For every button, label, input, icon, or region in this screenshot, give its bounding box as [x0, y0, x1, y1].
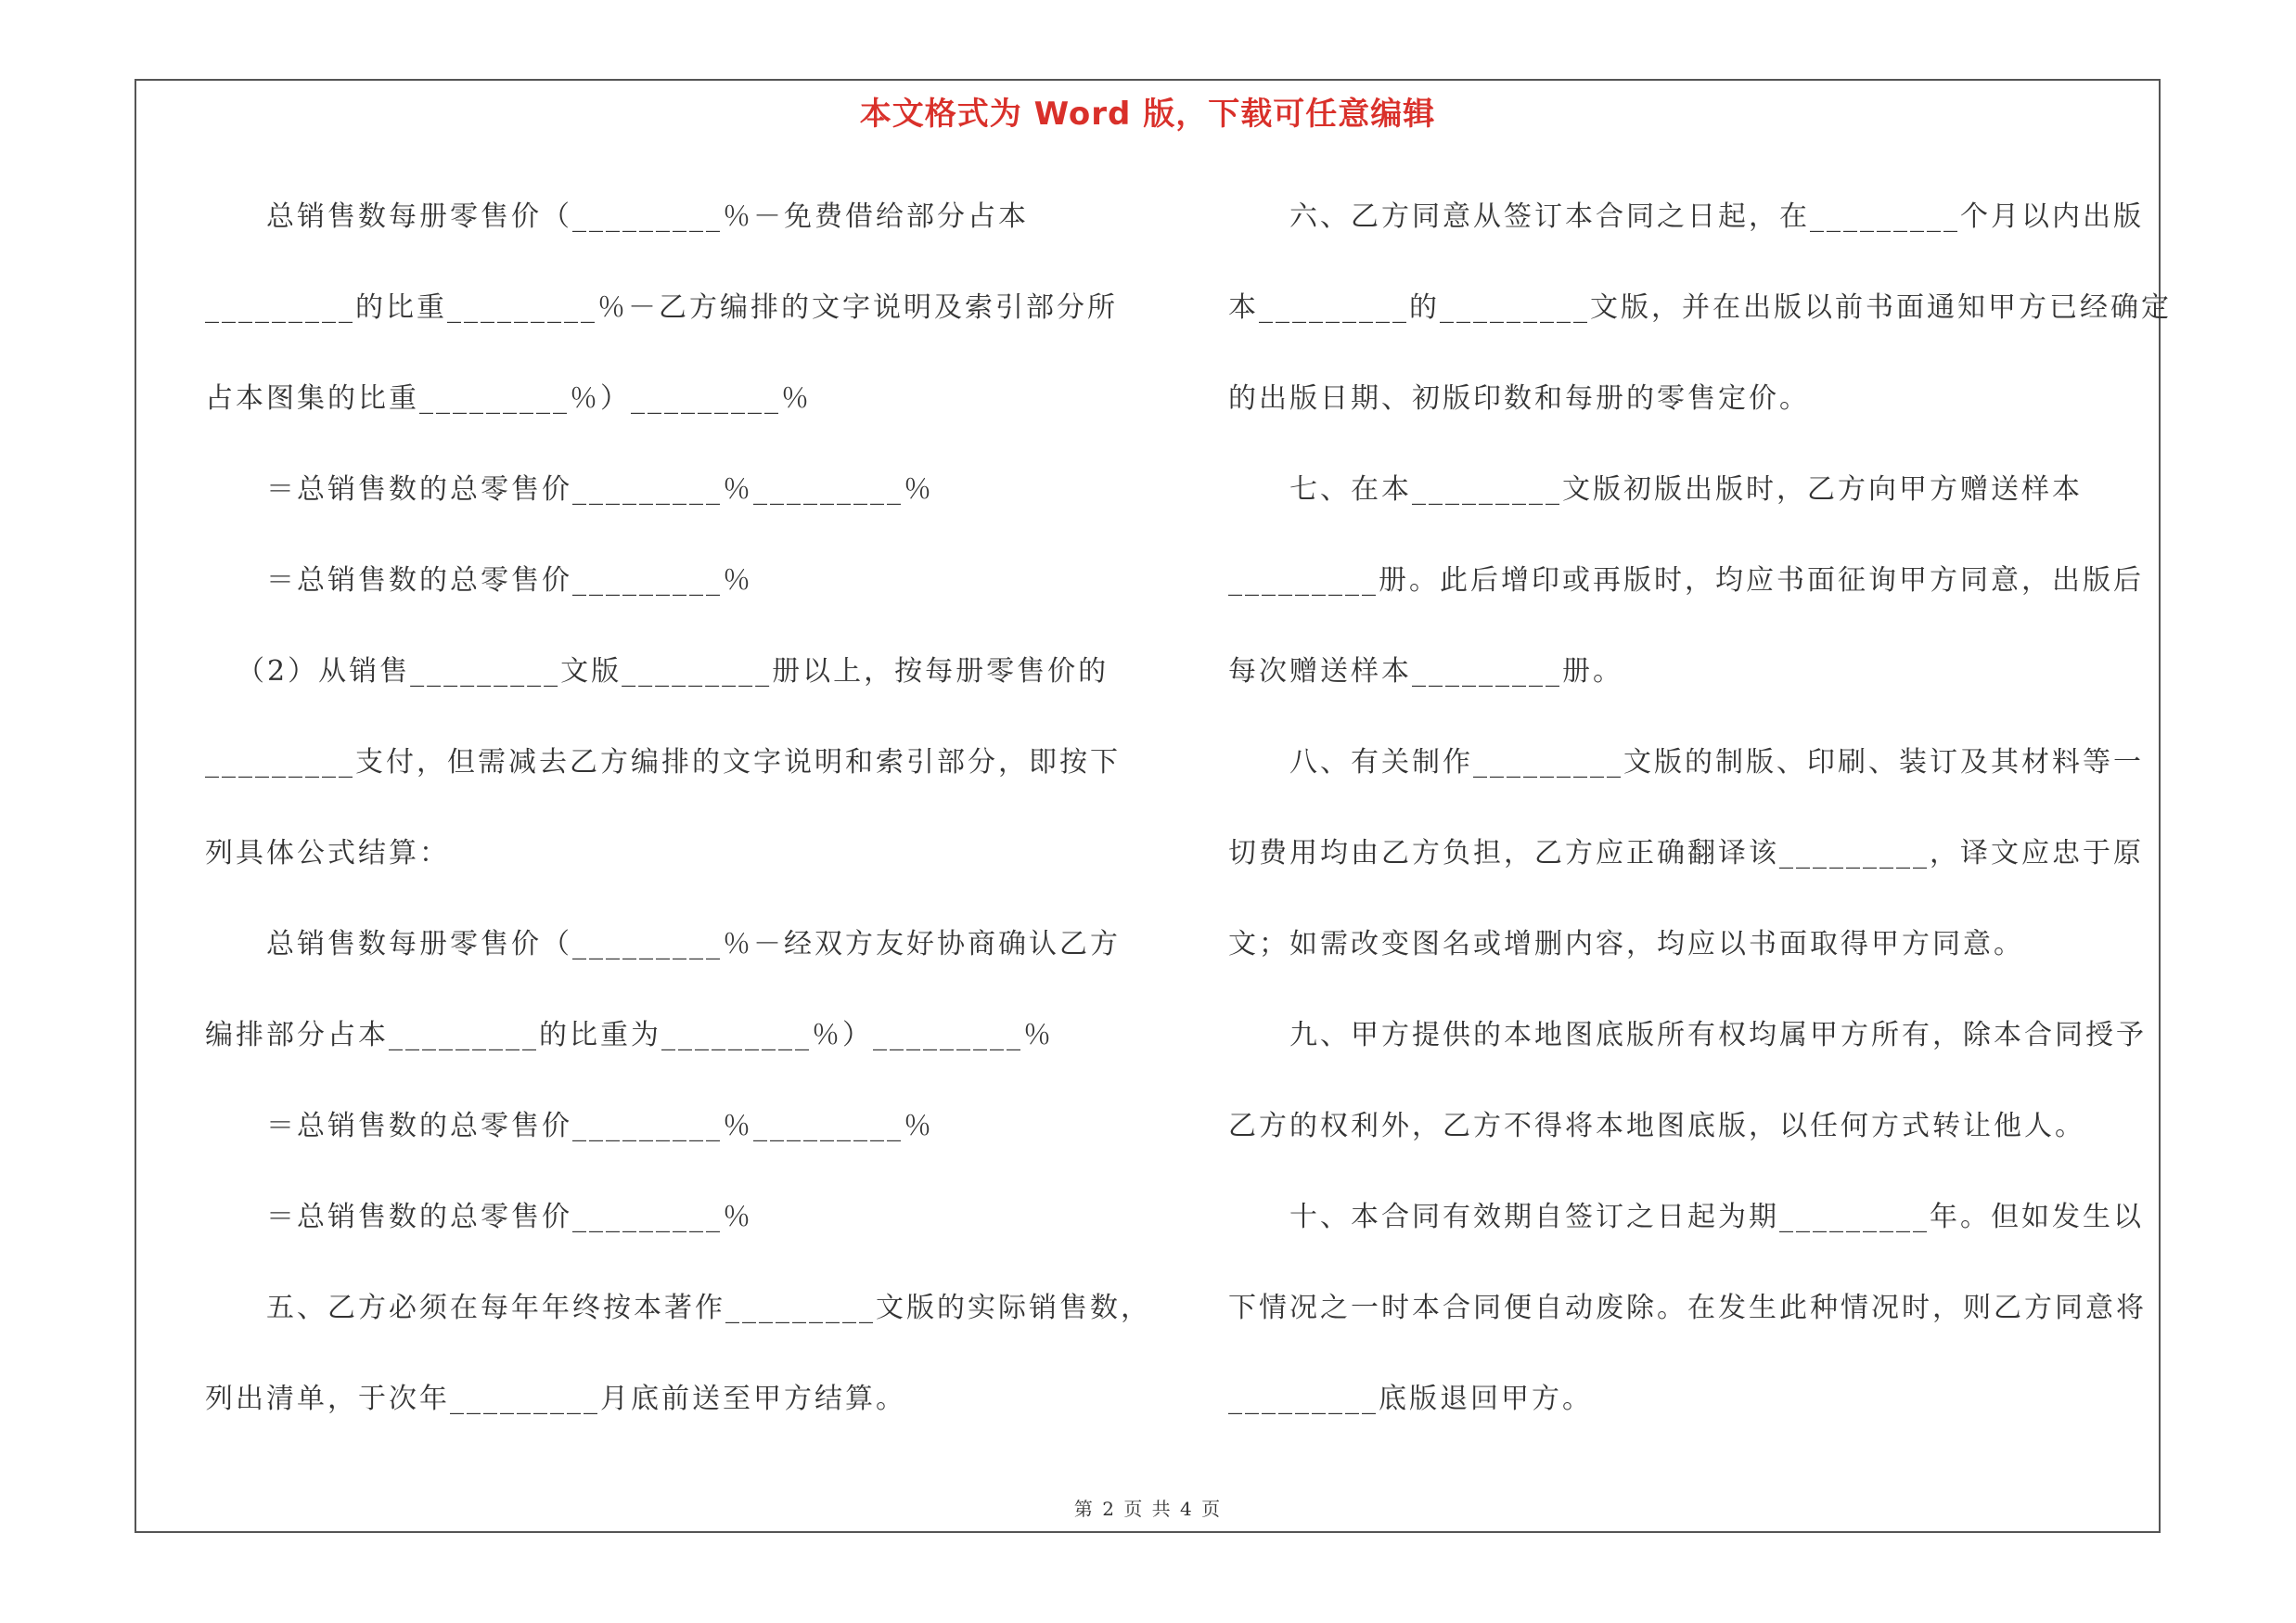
- left-text-column: [205, 172, 1151, 1445]
- text-line: 乙方的权利外，乙方不得将本地图底版，以任何方式转让他人。: [1228, 1110, 2085, 1142]
- text-line: 文；如需改变图名或增删内容，均应以书面取得甲方同意。: [1228, 928, 2024, 960]
- text-line: 的出版日期、初版印数和每册的零售定价。: [1228, 382, 1810, 415]
- text-line: ＝总销售数的总零售价_________％: [266, 564, 753, 597]
- text-line: ＝总销售数的总零售价_________％_________％: [266, 1110, 934, 1142]
- right-text-column: [1228, 172, 2172, 1445]
- text-line: 十、本合同有效期自签订之日起为期_________年。但如发生以: [1289, 1201, 2144, 1233]
- text-line: ＝总销售数的总零售价_________％: [266, 1201, 753, 1233]
- text-line: 占本图集的比重_________％）_________％: [205, 382, 812, 415]
- format-banner: 本文格式为 Word 版，下载可任意编辑: [859, 96, 1436, 133]
- text-line: 下情况之一时本合同便自动废除。在发生此种情况时，则乙方同意将: [1228, 1292, 2147, 1324]
- text-line: _________的比重_________％－乙方编排的文字说明及索引部分所: [205, 291, 1118, 324]
- text-line: 五、乙方必须在每年年终按本著作_________文版的实际销售数，: [266, 1292, 1151, 1324]
- text-line: 九、甲方提供的本地图底版所有权均属甲方所有，除本合同授予: [1289, 1019, 2147, 1051]
- text-line: _________底版退回甲方。: [1228, 1383, 1593, 1415]
- text-line: 列具体公式结算：: [205, 837, 450, 869]
- text-line: 编排部分占本_________的比重为_________％）_________％: [205, 1019, 1054, 1051]
- text-line: 六、乙方同意从签订本合同之日起，在_________个月以内出版: [1289, 200, 2144, 233]
- text-line: 每次赠送样本_________册。: [1228, 655, 1623, 688]
- text-line: （2）从销售_________文版_________册以上，按每册零售价的: [237, 655, 1110, 688]
- text-line: 本_________的_________文版，并在出版以前书面通知甲方已经确定: [1228, 291, 2172, 324]
- text-line: _________支付，但需减去乙方编排的文字说明和索引部分，即按下: [205, 746, 1121, 779]
- text-line: _________册。此后增印或再版时，均应书面征询甲方同意，出版后: [1228, 564, 2144, 597]
- text-line: 切费用均由乙方负担，乙方应正确翻译该_________，译文应忠于原: [1228, 837, 2144, 869]
- text-line: 七、在本_________文版初版出版时，乙方向甲方赠送样本: [1289, 473, 2083, 506]
- text-line: ＝总销售数的总零售价_________％_________％: [266, 473, 934, 506]
- text-line: 列出清单，于次年_________月底前送至甲方结算。: [205, 1383, 906, 1415]
- text-line: 八、有关制作_________文版的制版、印刷、装订及其材料等一: [1289, 746, 2144, 779]
- text-line: 总销售数每册零售价（_________％－免费借给部分占本: [266, 200, 1029, 233]
- text-line: 总销售数每册零售价（_________％－经双方友好协商确认乙方: [266, 928, 1121, 960]
- page-number: 第 2 页 共 4 页: [1073, 1498, 1223, 1520]
